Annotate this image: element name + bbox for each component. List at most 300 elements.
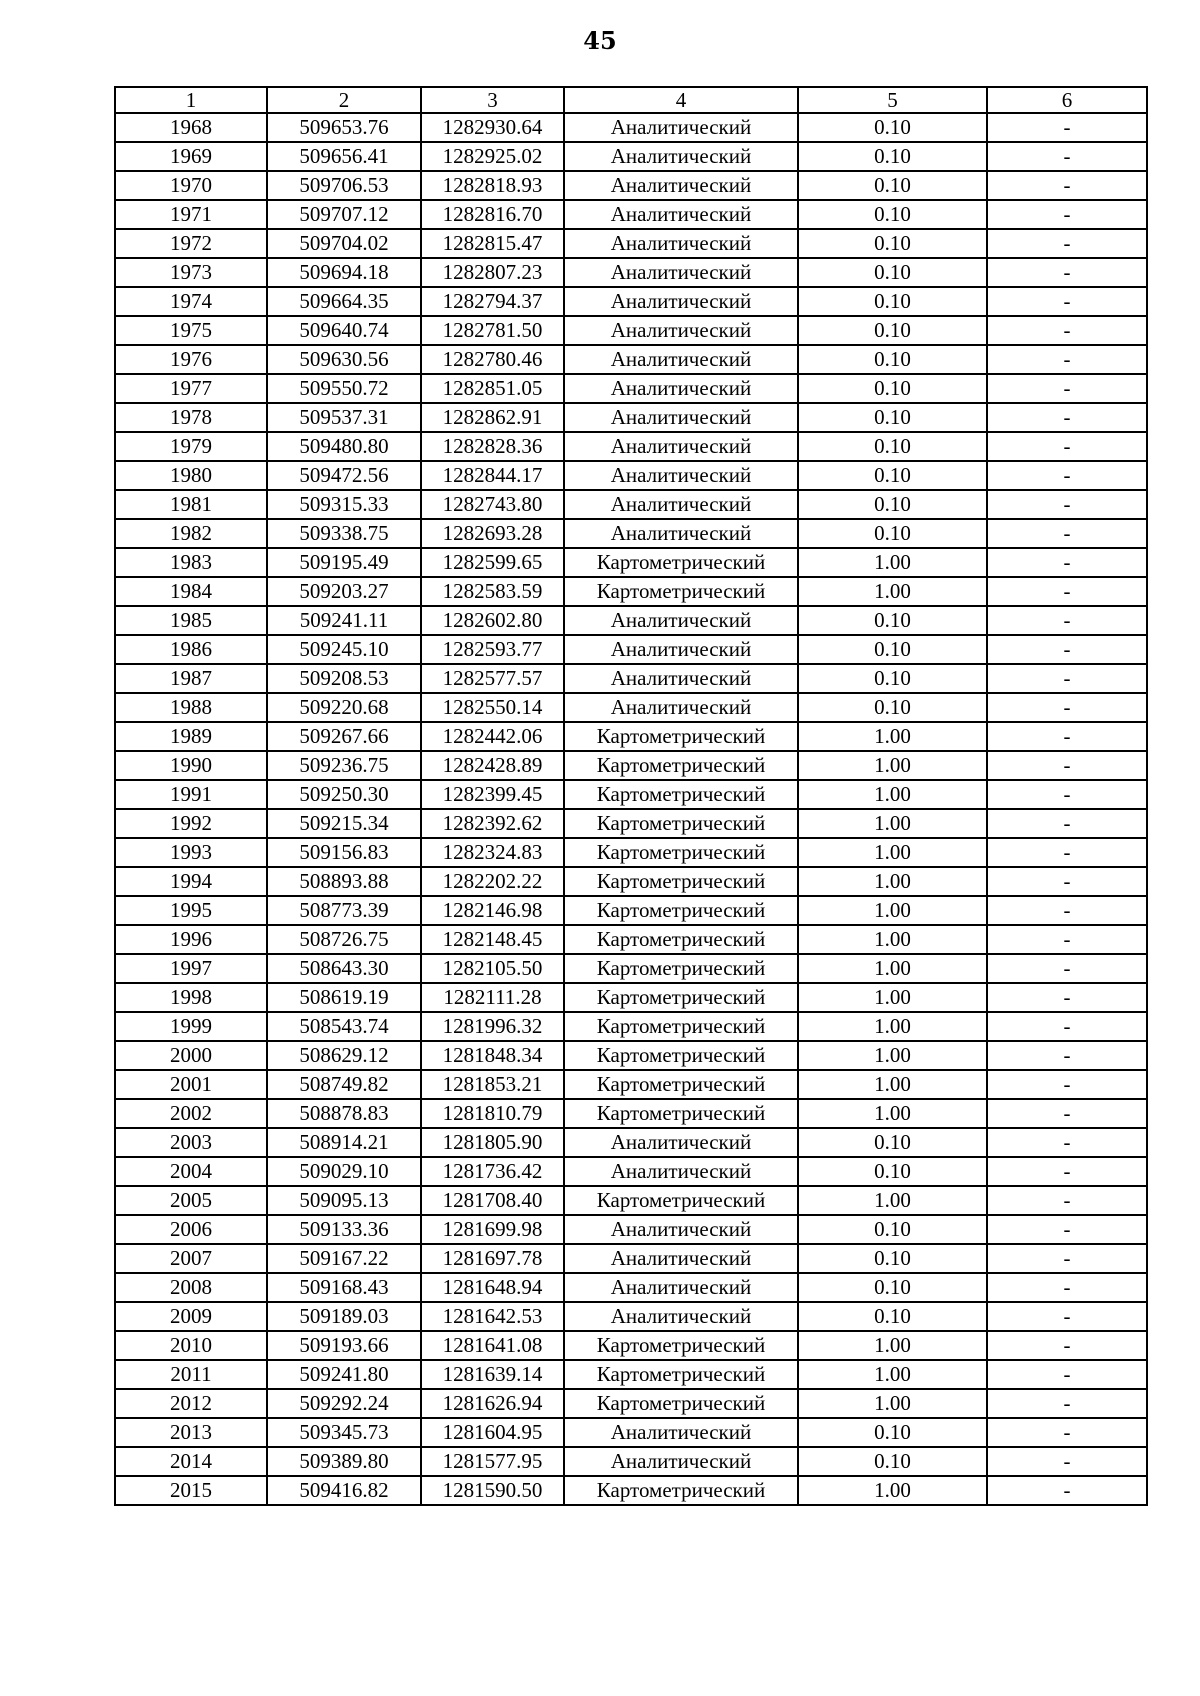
column-header-method: 4: [564, 87, 798, 113]
cell-y-coordinate: 1281699.98: [421, 1215, 564, 1244]
cell-x-coordinate: 508914.21: [267, 1128, 421, 1157]
cell-y-coordinate: 1281848.34: [421, 1041, 564, 1070]
cell-method: Аналитический: [564, 1244, 798, 1273]
cell-note: -: [987, 1041, 1147, 1070]
table-row: [115, 664, 1147, 693]
cell-point-number: 2004: [115, 1157, 267, 1186]
cell-note: -: [987, 1070, 1147, 1099]
cell-method: Аналитический: [564, 229, 798, 258]
cell-y-coordinate: 1282816.70: [421, 200, 564, 229]
table-row: [115, 316, 1147, 345]
cell-x-coordinate: 509208.53: [267, 664, 421, 693]
cell-point-number: 1982: [115, 519, 267, 548]
cell-y-coordinate: 1281697.78: [421, 1244, 564, 1273]
cell-x-coordinate: 509167.22: [267, 1244, 421, 1273]
cell-method: Аналитический: [564, 635, 798, 664]
cell-accuracy: 0.10: [798, 606, 987, 635]
cell-x-coordinate: 509168.43: [267, 1273, 421, 1302]
cell-point-number: 2002: [115, 1099, 267, 1128]
cell-x-coordinate: 509292.24: [267, 1389, 421, 1418]
cell-accuracy: 0.10: [798, 113, 987, 142]
table-row: [115, 1157, 1147, 1186]
cell-note: -: [987, 1215, 1147, 1244]
cell-y-coordinate: 1281996.32: [421, 1012, 564, 1041]
cell-accuracy: 0.10: [798, 432, 987, 461]
cell-note: -: [987, 606, 1147, 635]
table-row: [115, 374, 1147, 403]
cell-x-coordinate: 509472.56: [267, 461, 421, 490]
cell-note: -: [987, 809, 1147, 838]
cell-point-number: 1981: [115, 490, 267, 519]
cell-y-coordinate: 1281805.90: [421, 1128, 564, 1157]
table-row: [115, 925, 1147, 954]
cell-note: -: [987, 258, 1147, 287]
cell-note: -: [987, 461, 1147, 490]
cell-y-coordinate: 1282202.22: [421, 867, 564, 896]
cell-accuracy: 0.10: [798, 142, 987, 171]
cell-accuracy: 1.00: [798, 780, 987, 809]
cell-x-coordinate: 509656.41: [267, 142, 421, 171]
cell-point-number: 1994: [115, 867, 267, 896]
cell-method: Аналитический: [564, 1418, 798, 1447]
cell-accuracy: 0.10: [798, 1418, 987, 1447]
cell-note: -: [987, 664, 1147, 693]
cell-x-coordinate: 509267.66: [267, 722, 421, 751]
table-row: [115, 635, 1147, 664]
table-row: [115, 229, 1147, 258]
cell-accuracy: 1.00: [798, 925, 987, 954]
cell-point-number: 1993: [115, 838, 267, 867]
cell-note: -: [987, 1244, 1147, 1273]
cell-accuracy: 0.10: [798, 374, 987, 403]
cell-method: Аналитический: [564, 1273, 798, 1302]
cell-accuracy: 0.10: [798, 1244, 987, 1273]
cell-x-coordinate: 509389.80: [267, 1447, 421, 1476]
cell-method: Картометрический: [564, 983, 798, 1012]
cell-note: -: [987, 1476, 1147, 1505]
cell-y-coordinate: 1282577.57: [421, 664, 564, 693]
table-header: [115, 87, 1147, 113]
cell-y-coordinate: 1282781.50: [421, 316, 564, 345]
table-row: [115, 171, 1147, 200]
cell-note: -: [987, 316, 1147, 345]
cell-point-number: 1975: [115, 316, 267, 345]
cell-y-coordinate: 1281626.94: [421, 1389, 564, 1418]
cell-point-number: 2013: [115, 1418, 267, 1447]
table-row: [115, 432, 1147, 461]
table-row: [115, 1476, 1147, 1505]
column-header-x-coordinate: 2: [267, 87, 421, 113]
cell-accuracy: 1.00: [798, 867, 987, 896]
cell-point-number: 1984: [115, 577, 267, 606]
cell-note: -: [987, 1447, 1147, 1476]
cell-note: -: [987, 780, 1147, 809]
cell-note: -: [987, 1302, 1147, 1331]
table-row: [115, 1331, 1147, 1360]
cell-method: Аналитический: [564, 519, 798, 548]
cell-x-coordinate: 508893.88: [267, 867, 421, 896]
cell-method: Аналитический: [564, 1215, 798, 1244]
cell-accuracy: 1.00: [798, 983, 987, 1012]
cell-note: -: [987, 519, 1147, 548]
cell-accuracy: 0.10: [798, 1273, 987, 1302]
table-row: [115, 287, 1147, 316]
cell-note: -: [987, 403, 1147, 432]
table-row: [115, 722, 1147, 751]
cell-y-coordinate: 1281708.40: [421, 1186, 564, 1215]
cell-x-coordinate: 509241.80: [267, 1360, 421, 1389]
cell-accuracy: 0.10: [798, 287, 987, 316]
table-row: [115, 142, 1147, 171]
cell-note: -: [987, 925, 1147, 954]
cell-x-coordinate: 509193.66: [267, 1331, 421, 1360]
cell-y-coordinate: 1282743.80: [421, 490, 564, 519]
cell-accuracy: 0.10: [798, 693, 987, 722]
cell-method: Картометрический: [564, 780, 798, 809]
cell-method: Картометрический: [564, 925, 798, 954]
table-row: [115, 896, 1147, 925]
table-row: [115, 258, 1147, 287]
cell-note: -: [987, 1360, 1147, 1389]
cell-point-number: 1992: [115, 809, 267, 838]
cell-method: Аналитический: [564, 606, 798, 635]
cell-accuracy: 1.00: [798, 1070, 987, 1099]
table-row: [115, 403, 1147, 432]
cell-y-coordinate: 1282442.06: [421, 722, 564, 751]
cell-x-coordinate: 509245.10: [267, 635, 421, 664]
cell-x-coordinate: 509416.82: [267, 1476, 421, 1505]
cell-point-number: 1968: [115, 113, 267, 142]
cell-accuracy: 1.00: [798, 1186, 987, 1215]
cell-x-coordinate: 509029.10: [267, 1157, 421, 1186]
cell-point-number: 2001: [115, 1070, 267, 1099]
cell-x-coordinate: 509250.30: [267, 780, 421, 809]
cell-point-number: 2003: [115, 1128, 267, 1157]
cell-y-coordinate: 1282818.93: [421, 171, 564, 200]
cell-y-coordinate: 1282428.89: [421, 751, 564, 780]
table-row: [115, 1012, 1147, 1041]
cell-accuracy: 0.10: [798, 171, 987, 200]
table-row: [115, 1244, 1147, 1273]
cell-note: -: [987, 287, 1147, 316]
cell-x-coordinate: 509156.83: [267, 838, 421, 867]
cell-accuracy: 1.00: [798, 1331, 987, 1360]
cell-accuracy: 0.10: [798, 519, 987, 548]
column-header-note: 6: [987, 87, 1147, 113]
page-number: 45: [583, 26, 617, 55]
table-row: [115, 548, 1147, 577]
table-row: [115, 751, 1147, 780]
cell-y-coordinate: 1281590.50: [421, 1476, 564, 1505]
cell-y-coordinate: 1282599.65: [421, 548, 564, 577]
table-row: [115, 461, 1147, 490]
cell-y-coordinate: 1282807.23: [421, 258, 564, 287]
cell-accuracy: 1.00: [798, 1360, 987, 1389]
table-row: [115, 1041, 1147, 1070]
cell-accuracy: 0.10: [798, 258, 987, 287]
cell-method: Аналитический: [564, 1157, 798, 1186]
cell-x-coordinate: 508619.19: [267, 983, 421, 1012]
cell-method: Картометрический: [564, 1099, 798, 1128]
cell-method: Картометрический: [564, 1360, 798, 1389]
cell-accuracy: 0.10: [798, 1215, 987, 1244]
cell-y-coordinate: 1281639.14: [421, 1360, 564, 1389]
cell-point-number: 1988: [115, 693, 267, 722]
cell-x-coordinate: 509133.36: [267, 1215, 421, 1244]
cell-x-coordinate: 509241.11: [267, 606, 421, 635]
cell-point-number: 1983: [115, 548, 267, 577]
cell-accuracy: 1.00: [798, 577, 987, 606]
cell-method: Аналитический: [564, 461, 798, 490]
cell-method: Аналитический: [564, 1302, 798, 1331]
cell-note: -: [987, 1099, 1147, 1128]
cell-x-coordinate: 509345.73: [267, 1418, 421, 1447]
cell-y-coordinate: 1282583.59: [421, 577, 564, 606]
cell-accuracy: 1.00: [798, 838, 987, 867]
cell-y-coordinate: 1282602.80: [421, 606, 564, 635]
cell-method: Аналитический: [564, 113, 798, 142]
cell-point-number: 2014: [115, 1447, 267, 1476]
cell-y-coordinate: 1281604.95: [421, 1418, 564, 1447]
cell-y-coordinate: 1282550.14: [421, 693, 564, 722]
cell-x-coordinate: 509550.72: [267, 374, 421, 403]
header-row: [115, 87, 1147, 113]
cell-point-number: 1999: [115, 1012, 267, 1041]
cell-note: -: [987, 896, 1147, 925]
cell-method: Картометрический: [564, 577, 798, 606]
cell-accuracy: 0.10: [798, 1302, 987, 1331]
cell-y-coordinate: 1282148.45: [421, 925, 564, 954]
cell-method: Аналитический: [564, 200, 798, 229]
cell-method: Картометрический: [564, 1012, 798, 1041]
cell-accuracy: 0.10: [798, 664, 987, 693]
table-row: [115, 200, 1147, 229]
cell-point-number: 1976: [115, 345, 267, 374]
cell-method: Картометрический: [564, 722, 798, 751]
column-header-accuracy: 5: [798, 87, 987, 113]
cell-x-coordinate: 508878.83: [267, 1099, 421, 1128]
cell-accuracy: 1.00: [798, 1389, 987, 1418]
cell-note: -: [987, 171, 1147, 200]
cell-accuracy: 1.00: [798, 1099, 987, 1128]
cell-note: -: [987, 1157, 1147, 1186]
cell-y-coordinate: 1282925.02: [421, 142, 564, 171]
cell-note: -: [987, 1331, 1147, 1360]
cell-y-coordinate: 1282146.98: [421, 896, 564, 925]
cell-accuracy: 0.10: [798, 200, 987, 229]
cell-y-coordinate: 1282794.37: [421, 287, 564, 316]
cell-point-number: 2005: [115, 1186, 267, 1215]
cell-point-number: 1991: [115, 780, 267, 809]
cell-x-coordinate: 509203.27: [267, 577, 421, 606]
cell-y-coordinate: 1282844.17: [421, 461, 564, 490]
cell-method: Картометрический: [564, 1041, 798, 1070]
cell-y-coordinate: 1281853.21: [421, 1070, 564, 1099]
cell-point-number: 1998: [115, 983, 267, 1012]
cell-y-coordinate: 1281641.08: [421, 1331, 564, 1360]
cell-point-number: 2008: [115, 1273, 267, 1302]
table-body: [115, 113, 1147, 1505]
cell-y-coordinate: 1282851.05: [421, 374, 564, 403]
table-row: [115, 838, 1147, 867]
cell-point-number: 2009: [115, 1302, 267, 1331]
cell-note: -: [987, 838, 1147, 867]
cell-point-number: 1995: [115, 896, 267, 925]
cell-y-coordinate: 1282392.62: [421, 809, 564, 838]
cell-method: Картометрический: [564, 896, 798, 925]
cell-y-coordinate: 1282593.77: [421, 635, 564, 664]
cell-point-number: 1996: [115, 925, 267, 954]
table-row: [115, 1070, 1147, 1099]
cell-accuracy: 1.00: [798, 954, 987, 983]
cell-accuracy: 0.10: [798, 1157, 987, 1186]
cell-accuracy: 0.10: [798, 316, 987, 345]
cell-x-coordinate: 509537.31: [267, 403, 421, 432]
column-header-y-coordinate: 3: [421, 87, 564, 113]
cell-point-number: 1970: [115, 171, 267, 200]
cell-note: -: [987, 1418, 1147, 1447]
cell-note: -: [987, 142, 1147, 171]
table-row: [115, 809, 1147, 838]
table-row: [115, 983, 1147, 1012]
cell-method: Картометрический: [564, 548, 798, 577]
cell-note: -: [987, 1186, 1147, 1215]
cell-method: Аналитический: [564, 287, 798, 316]
cell-x-coordinate: 509095.13: [267, 1186, 421, 1215]
cell-method: Аналитический: [564, 1128, 798, 1157]
cell-note: -: [987, 1389, 1147, 1418]
table-row: [115, 490, 1147, 519]
cell-note: -: [987, 577, 1147, 606]
cell-x-coordinate: 509338.75: [267, 519, 421, 548]
cell-y-coordinate: 1282780.46: [421, 345, 564, 374]
cell-point-number: 2007: [115, 1244, 267, 1273]
cell-method: Картометрический: [564, 1331, 798, 1360]
cell-x-coordinate: 509315.33: [267, 490, 421, 519]
cell-method: Аналитический: [564, 142, 798, 171]
cell-accuracy: 0.10: [798, 1128, 987, 1157]
cell-x-coordinate: 509694.18: [267, 258, 421, 287]
cell-accuracy: 1.00: [798, 548, 987, 577]
cell-accuracy: 0.10: [798, 1447, 987, 1476]
table-row: [115, 577, 1147, 606]
cell-point-number: 1977: [115, 374, 267, 403]
cell-note: -: [987, 374, 1147, 403]
cell-y-coordinate: 1282828.36: [421, 432, 564, 461]
cell-accuracy: 1.00: [798, 722, 987, 751]
cell-x-coordinate: 508543.74: [267, 1012, 421, 1041]
cell-method: Картометрический: [564, 867, 798, 896]
cell-note: -: [987, 867, 1147, 896]
cell-x-coordinate: 509630.56: [267, 345, 421, 374]
cell-point-number: 2012: [115, 1389, 267, 1418]
cell-note: -: [987, 1012, 1147, 1041]
cell-point-number: 2010: [115, 1331, 267, 1360]
cell-accuracy: 1.00: [798, 1012, 987, 1041]
cell-x-coordinate: 509707.12: [267, 200, 421, 229]
cell-method: Картометрический: [564, 751, 798, 780]
cell-note: -: [987, 751, 1147, 780]
cell-x-coordinate: 509480.80: [267, 432, 421, 461]
cell-y-coordinate: 1281810.79: [421, 1099, 564, 1128]
cell-accuracy: 0.10: [798, 490, 987, 519]
cell-note: -: [987, 1273, 1147, 1302]
table-row: [115, 1128, 1147, 1157]
cell-x-coordinate: 509215.34: [267, 809, 421, 838]
cell-point-number: 2015: [115, 1476, 267, 1505]
cell-method: Картометрический: [564, 809, 798, 838]
cell-point-number: 1971: [115, 200, 267, 229]
cell-method: Картометрический: [564, 1186, 798, 1215]
table-row: [115, 1099, 1147, 1128]
cell-x-coordinate: 509664.35: [267, 287, 421, 316]
cell-note: -: [987, 432, 1147, 461]
cell-note: -: [987, 722, 1147, 751]
cell-x-coordinate: 508643.30: [267, 954, 421, 983]
cell-method: Аналитический: [564, 345, 798, 374]
cell-method: Аналитический: [564, 1447, 798, 1476]
cell-point-number: 1989: [115, 722, 267, 751]
cell-note: -: [987, 635, 1147, 664]
cell-accuracy: 1.00: [798, 1476, 987, 1505]
cell-note: -: [987, 229, 1147, 258]
cell-y-coordinate: 1281648.94: [421, 1273, 564, 1302]
cell-accuracy: 1.00: [798, 896, 987, 925]
cell-y-coordinate: 1282399.45: [421, 780, 564, 809]
cell-accuracy: 0.10: [798, 229, 987, 258]
cell-y-coordinate: 1281736.42: [421, 1157, 564, 1186]
cell-method: Аналитический: [564, 490, 798, 519]
cell-note: -: [987, 954, 1147, 983]
table-row: [115, 867, 1147, 896]
cell-method: Аналитический: [564, 374, 798, 403]
cell-x-coordinate: 508749.82: [267, 1070, 421, 1099]
cell-y-coordinate: 1281577.95: [421, 1447, 564, 1476]
cell-accuracy: 1.00: [798, 809, 987, 838]
cell-x-coordinate: 509220.68: [267, 693, 421, 722]
cell-point-number: 1997: [115, 954, 267, 983]
cell-accuracy: 0.10: [798, 403, 987, 432]
cell-method: Аналитический: [564, 693, 798, 722]
cell-note: -: [987, 345, 1147, 374]
cell-note: -: [987, 693, 1147, 722]
cell-point-number: 2011: [115, 1360, 267, 1389]
table-row: [115, 1418, 1147, 1447]
cell-point-number: 1986: [115, 635, 267, 664]
cell-accuracy: 0.10: [798, 635, 987, 664]
cell-method: Аналитический: [564, 432, 798, 461]
cell-y-coordinate: 1282324.83: [421, 838, 564, 867]
table-row: [115, 519, 1147, 548]
cell-point-number: 1985: [115, 606, 267, 635]
cell-x-coordinate: 508629.12: [267, 1041, 421, 1070]
cell-point-number: 1974: [115, 287, 267, 316]
cell-note: -: [987, 200, 1147, 229]
cell-accuracy: 0.10: [798, 461, 987, 490]
cell-note: -: [987, 983, 1147, 1012]
table-row: [115, 1447, 1147, 1476]
cell-x-coordinate: 509640.74: [267, 316, 421, 345]
cell-point-number: 1969: [115, 142, 267, 171]
cell-y-coordinate: 1282693.28: [421, 519, 564, 548]
cell-point-number: 1980: [115, 461, 267, 490]
cell-y-coordinate: 1282105.50: [421, 954, 564, 983]
table-row: [115, 1215, 1147, 1244]
cell-x-coordinate: 509704.02: [267, 229, 421, 258]
cell-note: -: [987, 548, 1147, 577]
table-row: [115, 113, 1147, 142]
cell-y-coordinate: 1282930.64: [421, 113, 564, 142]
